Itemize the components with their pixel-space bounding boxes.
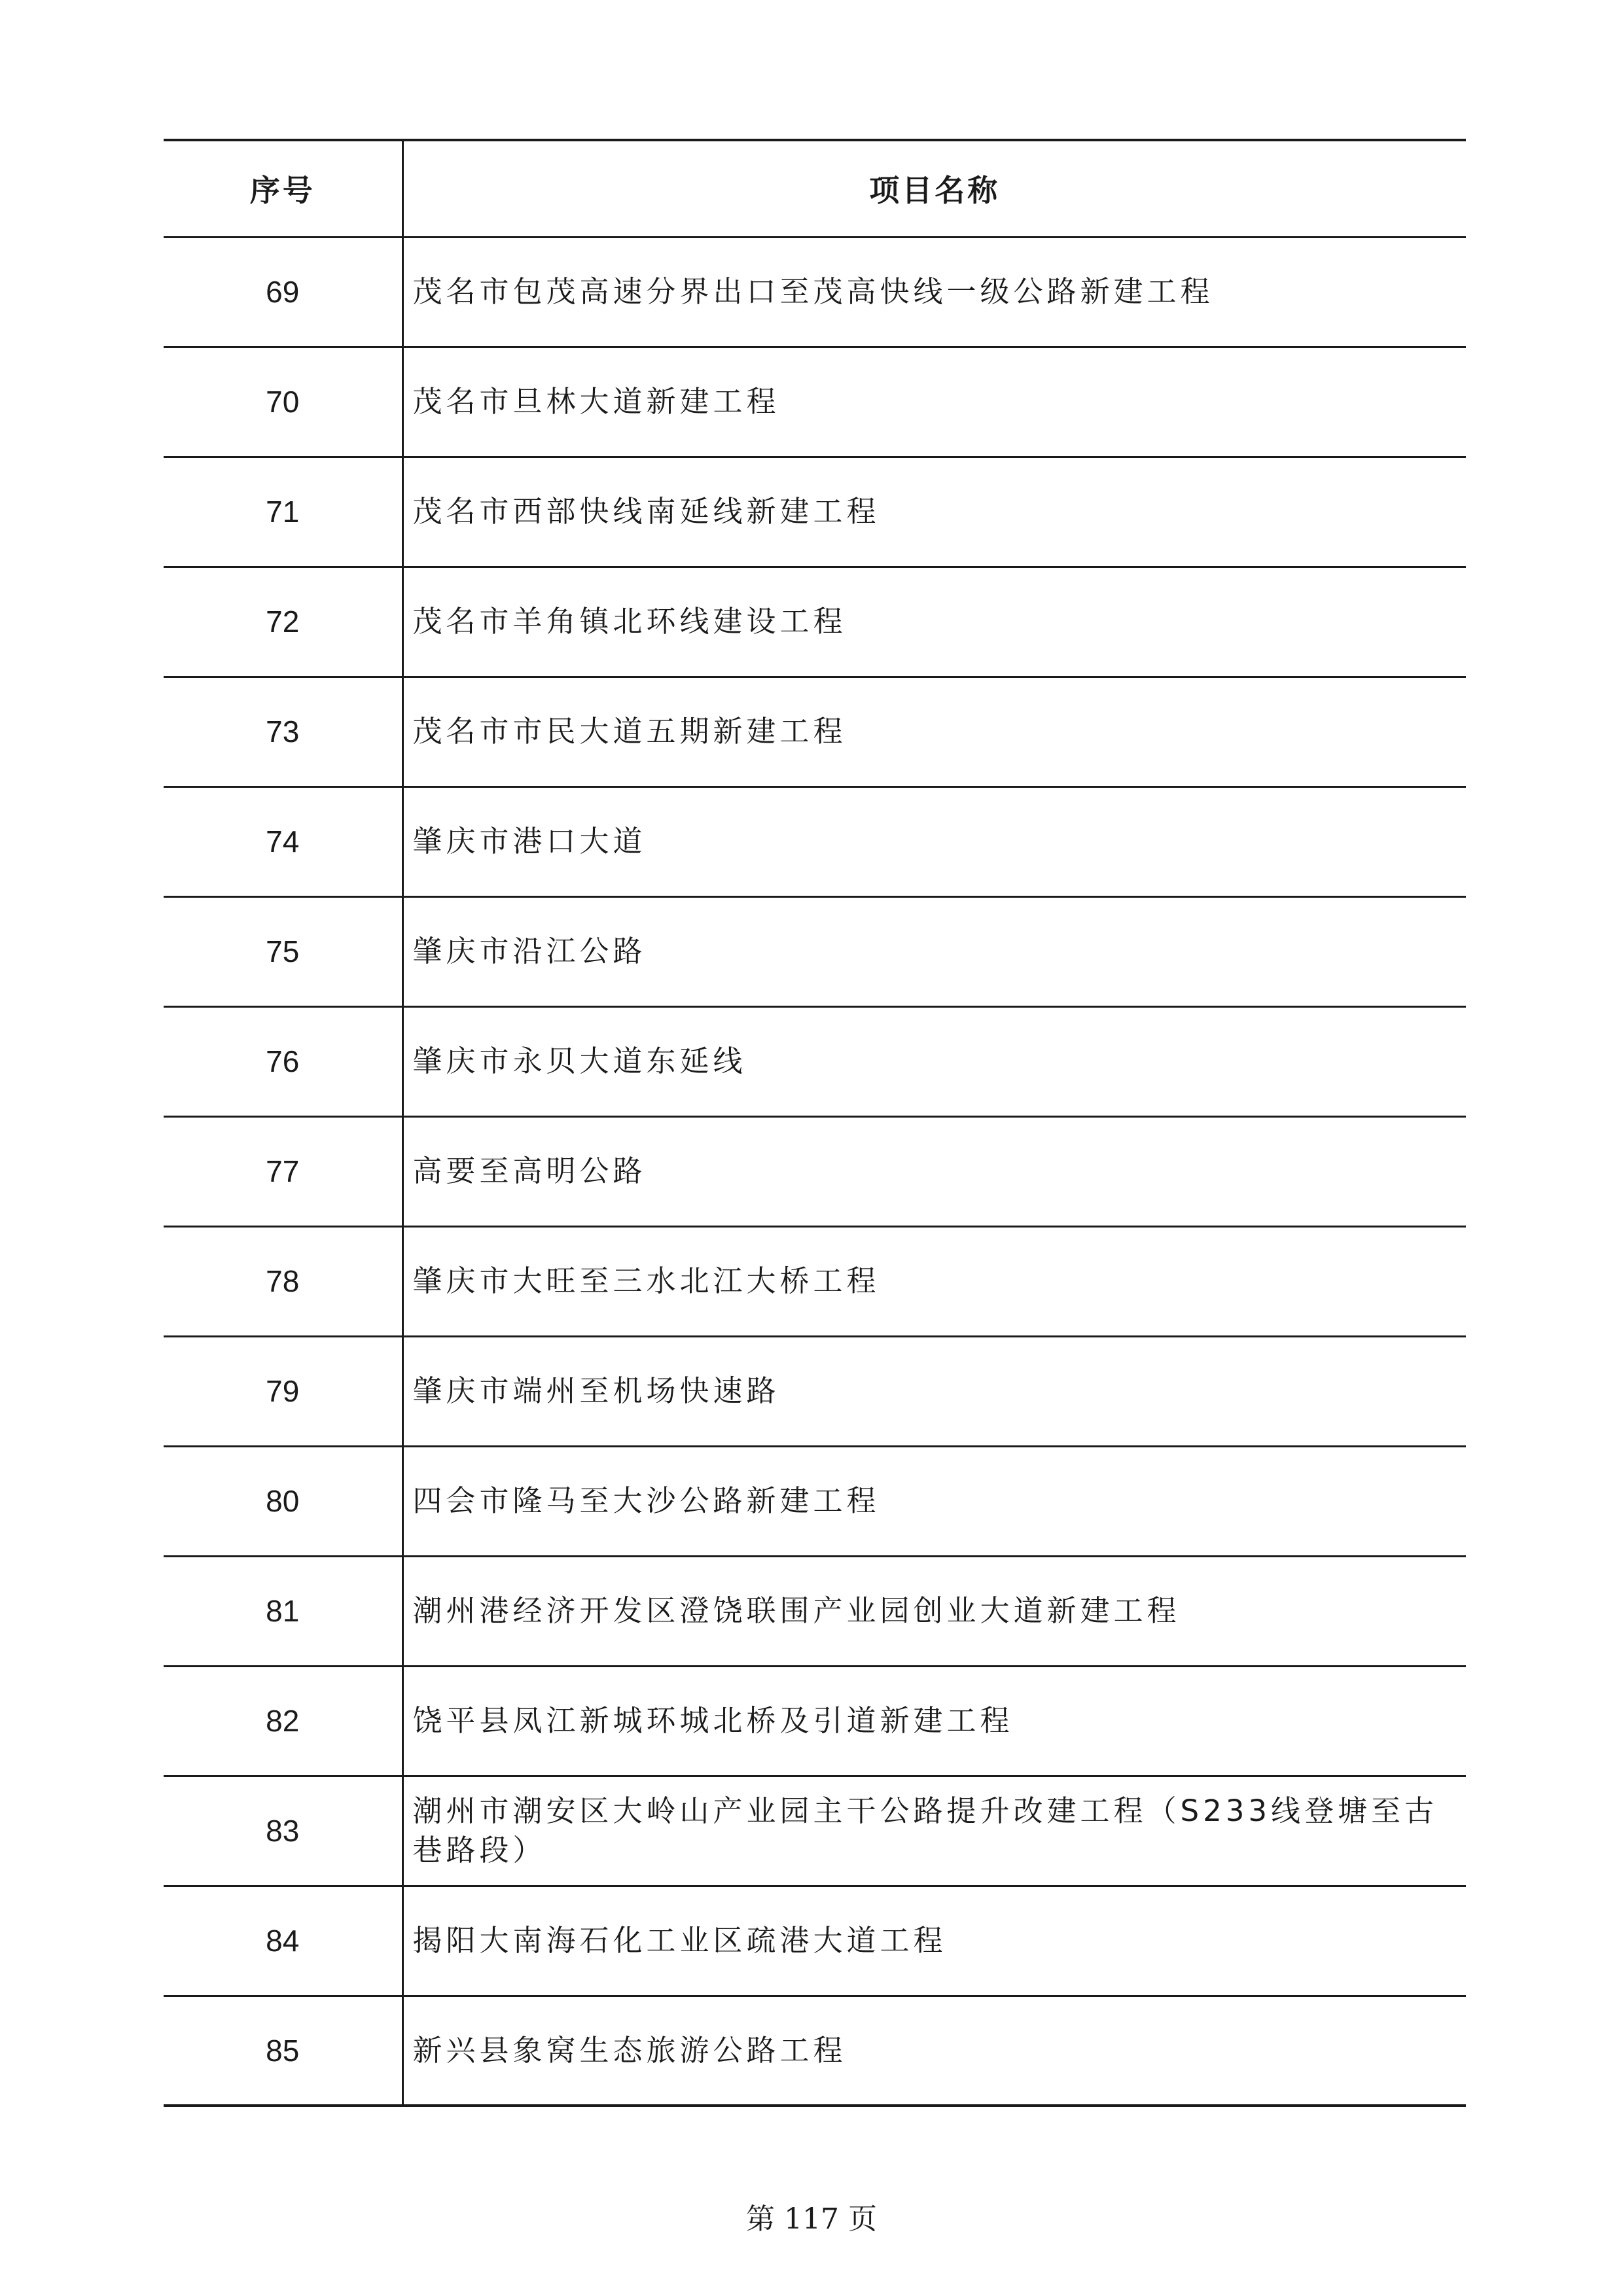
row-serial-number: 72 bbox=[164, 567, 402, 677]
table-row bbox=[164, 1006, 1466, 1116]
row-project-name: 饶平县凤江新城环城北桥及引道新建工程 bbox=[402, 1666, 1466, 1776]
row-project-name: 茂名市旦林大道新建工程 bbox=[402, 347, 1466, 457]
row-project-name: 肇庆市港口大道 bbox=[402, 786, 1466, 896]
page-footer-prefix: 第 bbox=[746, 2202, 775, 2236]
page-footer-suffix: 页 bbox=[847, 2202, 877, 2236]
table-row bbox=[164, 1446, 1466, 1556]
table-row bbox=[164, 347, 1466, 457]
table-row bbox=[164, 1776, 1466, 1886]
row-serial-number: 69 bbox=[164, 237, 402, 347]
row-project-name: 茂名市市民大道五期新建工程 bbox=[402, 677, 1466, 786]
table-row bbox=[164, 786, 1466, 896]
row-serial-number: 78 bbox=[164, 1226, 402, 1336]
page-footer bbox=[0, 2195, 1623, 2237]
row-project-name: 茂名市羊角镇北环线建设工程 bbox=[402, 567, 1466, 677]
row-serial-number: 77 bbox=[164, 1116, 402, 1226]
row-project-name: 肇庆市沿江公路 bbox=[402, 896, 1466, 1006]
row-serial-number: 73 bbox=[164, 677, 402, 786]
row-serial-number: 79 bbox=[164, 1336, 402, 1446]
row-serial-number: 83 bbox=[164, 1776, 402, 1886]
row-project-name: 肇庆市端州至机场快速路 bbox=[402, 1336, 1466, 1446]
header-serial-number: 序号 bbox=[164, 140, 402, 237]
table-row bbox=[164, 567, 1466, 677]
row-serial-number: 71 bbox=[164, 457, 402, 567]
table-row bbox=[164, 677, 1466, 786]
row-serial-number: 84 bbox=[164, 1886, 402, 1996]
row-serial-number: 76 bbox=[164, 1006, 402, 1116]
row-project-name: 高要至高明公路 bbox=[402, 1116, 1466, 1226]
row-project-name: 肇庆市大旺至三水北江大桥工程 bbox=[402, 1226, 1466, 1336]
table-row bbox=[164, 896, 1466, 1006]
row-serial-number: 82 bbox=[164, 1666, 402, 1776]
row-project-name: 四会市隆马至大沙公路新建工程 bbox=[402, 1446, 1466, 1556]
row-project-name: 潮州市潮安区大岭山产业园主干公路提升改建工程（S233线登塘至古巷路段） bbox=[402, 1776, 1466, 1886]
table-row bbox=[164, 1996, 1466, 2106]
table-row bbox=[164, 237, 1466, 347]
header-project-name: 项目名称 bbox=[402, 140, 1466, 237]
table-row bbox=[164, 1556, 1466, 1666]
row-project-name: 潮州港经济开发区澄饶联围产业园创业大道新建工程 bbox=[402, 1556, 1466, 1666]
row-serial-number: 80 bbox=[164, 1446, 402, 1556]
table-row bbox=[164, 1886, 1466, 1996]
row-serial-number: 75 bbox=[164, 896, 402, 1006]
row-project-name: 茂名市包茂高速分界出口至茂高快线一级公路新建工程 bbox=[402, 237, 1466, 347]
row-serial-number: 74 bbox=[164, 786, 402, 896]
table-row bbox=[164, 1336, 1466, 1446]
table-row bbox=[164, 1666, 1466, 1776]
project-table bbox=[164, 139, 1466, 2107]
table-row bbox=[164, 1116, 1466, 1226]
row-project-name: 新兴县象窝生态旅游公路工程 bbox=[402, 1996, 1466, 2106]
row-project-name: 茂名市西部快线南延线新建工程 bbox=[402, 457, 1466, 567]
row-serial-number: 81 bbox=[164, 1556, 402, 1666]
row-serial-number: 70 bbox=[164, 347, 402, 457]
row-serial-number: 85 bbox=[164, 1996, 402, 2106]
table-row bbox=[164, 1226, 1466, 1336]
page-number: 117 bbox=[784, 2202, 839, 2236]
row-project-name: 肇庆市永贝大道东延线 bbox=[402, 1006, 1466, 1116]
row-project-name: 揭阳大南海石化工业区疏港大道工程 bbox=[402, 1886, 1466, 1996]
table-row bbox=[164, 457, 1466, 567]
table-header-row bbox=[164, 140, 1466, 237]
